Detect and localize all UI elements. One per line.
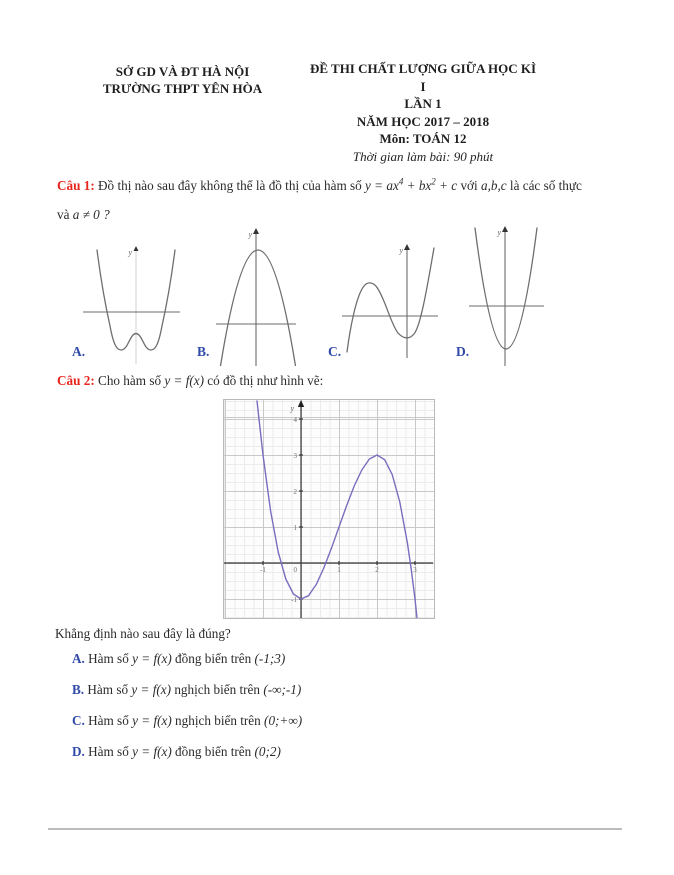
option-b-interval: (-∞;-1) — [263, 682, 302, 697]
question1-text-after: là các số thực — [509, 178, 582, 193]
question1-line2 — [57, 205, 110, 225]
option-d-statement: đồng biến trên — [175, 744, 252, 759]
option-b-prefix: Hàm số — [87, 682, 129, 697]
choice-label-d: D. — [456, 344, 470, 359]
header-subject: Môn: TOÁN 12 — [379, 131, 467, 146]
question2-label: Câu 2: — [57, 373, 95, 388]
figure-d-axis-arrow-icon — [502, 226, 508, 232]
question2-graph-overlay — [224, 400, 434, 618]
question1-text: Đồ thị nào sau đây không thể là đồ thị của hàm số — [98, 178, 362, 193]
figure-b-axis-label: y — [248, 230, 252, 239]
option-a — [72, 651, 285, 667]
option-a-interval: (-1;3) — [254, 651, 286, 666]
header-school-name: TRƯỜNG THPT YÊN HÒA — [102, 81, 263, 96]
option-d-prefix: Hàm số — [88, 744, 129, 759]
question1-line1 — [57, 176, 582, 196]
graph2-xtick-label: 3 — [413, 566, 417, 574]
question2-text: Cho hàm số — [98, 373, 162, 388]
option-d-formula: y = f(x) — [132, 744, 172, 759]
graph2-ytick-label: 4 — [293, 416, 297, 424]
header-exam-round: LẦN 1 — [404, 96, 442, 111]
figure-b-curve — [221, 250, 296, 366]
graph2-y-axis-arrow-icon — [298, 400, 304, 407]
graph2-ytick-label: -1 — [291, 596, 297, 604]
option-a-statement: đồng biến trên — [175, 651, 252, 666]
header-department: SỞ GD VÀ ĐT HÀ NỘI — [115, 64, 250, 79]
question1-condition: a ≠ 0 ? — [72, 207, 110, 222]
option-c-formula: y = f(x) — [132, 713, 172, 728]
graph2-ytick-label: 3 — [293, 452, 297, 460]
header-exam-title: ĐỀ THI CHẤT LƯỢNG GIỮA HỌC KÌ I — [309, 61, 537, 94]
figure-a-axis-arrow-icon — [134, 246, 139, 251]
graph2-cubic-curve — [257, 401, 417, 618]
figure-b-parabola-down-graph — [215, 228, 300, 366]
option-b-statement: nghịch biến trên — [174, 682, 261, 697]
figure-d-axis-label: y — [497, 228, 501, 237]
question1-text-mid: với — [460, 178, 478, 193]
question1-label: Câu 1: — [57, 178, 95, 193]
option-c-letter: C. — [72, 713, 85, 728]
option-d-interval: (0;2) — [254, 744, 281, 759]
question1-vars: a,b,c — [480, 178, 507, 193]
question1-formula: $y = ax^4 + bx^2 + c$ — [365, 176, 458, 193]
figure-d-parabola-up-graph — [468, 226, 548, 366]
option-d-letter: D. — [72, 744, 85, 759]
header-school-block — [85, 63, 280, 97]
figure-d-curve — [475, 228, 537, 349]
figure-c-curve — [347, 248, 434, 352]
question2-text-after: có đồ thị như hình vẽ: — [207, 373, 324, 388]
graph2-xtick-label: 2 — [375, 566, 379, 574]
question2-formula: y = f(x) — [164, 373, 204, 388]
figure-a-axis-label: y — [128, 248, 132, 257]
question2-function-graph — [223, 399, 435, 619]
figure-c-axis-arrow-icon — [404, 244, 410, 250]
option-c-interval: (0;+∞) — [264, 713, 303, 728]
footer-divider — [48, 828, 622, 830]
graph2-axis-label: y — [290, 404, 294, 413]
graph2-ytick-label: 1 — [293, 524, 297, 532]
header-duration: Thời gian làm bài: 90 phút — [352, 148, 494, 164]
figure-a-quartic-w-graph — [83, 246, 201, 366]
question2-prompt: Khẳng định nào sau đây là đúng? — [55, 626, 231, 641]
option-c-statement: nghịch biến trên — [175, 713, 261, 728]
option-a-letter: A. — [72, 651, 85, 666]
option-c-prefix: Hàm số — [88, 713, 129, 728]
header-exam-block — [308, 60, 538, 165]
graph2-xtick-label: 1 — [337, 566, 341, 574]
option-c — [72, 713, 302, 729]
option-d — [72, 744, 281, 760]
graph2-xtick-label: -1 — [260, 566, 266, 574]
figure-b-axis-arrow-icon — [253, 228, 259, 234]
choice-label-b: B. — [197, 344, 210, 359]
option-a-formula: y = f(x) — [132, 651, 172, 666]
option-b-letter: B. — [72, 682, 85, 697]
choice-label-a: A. — [72, 344, 86, 359]
question1-and: và — [57, 207, 70, 222]
choice-label-c: C. — [328, 344, 342, 359]
question2-line — [57, 371, 323, 391]
figure-c-axis-label: y — [399, 246, 403, 255]
option-b-formula: y = f(x) — [131, 682, 172, 697]
question1-figures — [0, 226, 674, 368]
header-school-year: NĂM HỌC 2017 – 2018 — [356, 113, 490, 129]
option-a-prefix: Hàm số — [88, 651, 129, 666]
graph2-xtick-label: 0 — [293, 566, 297, 574]
figure-c-cubic-graph — [341, 244, 440, 366]
option-b — [72, 682, 301, 698]
graph2-ytick-label: 2 — [293, 488, 297, 496]
